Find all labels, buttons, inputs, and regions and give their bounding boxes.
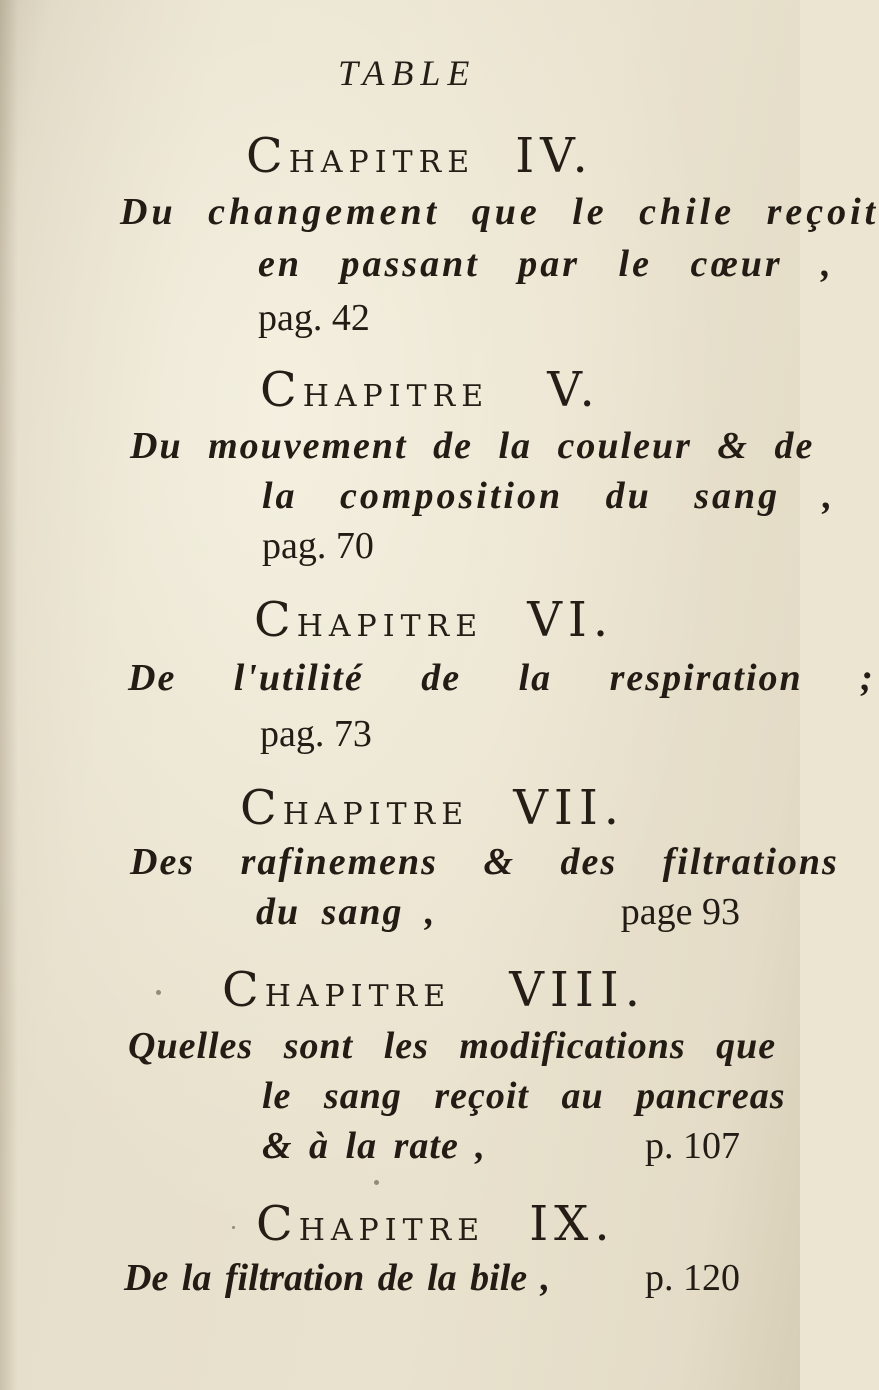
chapter-number: IX.	[529, 1196, 616, 1252]
chapter-heading-vii	[240, 780, 625, 836]
chapter-v-title-line-2: la composition du sang ,	[262, 475, 836, 517]
chapter-viii-title-line-1: Quelles sont les modifications que	[128, 1025, 777, 1067]
chapter-vii-title-line-1: Des rafinemens & des filtrations	[130, 841, 839, 883]
chapter-label: C	[254, 592, 297, 648]
ink-speck	[374, 1180, 379, 1185]
title-text: Du changement que le chile reçoit	[120, 191, 879, 233]
ink-speck	[232, 1226, 235, 1229]
chapter-label-rest: HAPITRE	[298, 1213, 486, 1248]
chapter-label: C	[256, 1196, 299, 1252]
chapter-label: C	[240, 780, 283, 836]
chapter-v-page-ref: pag. 70	[262, 525, 374, 567]
chapter-vi-title-line-1: De l'utilité de la respiration ;	[128, 657, 875, 699]
chapter-number: V.	[547, 362, 601, 418]
page-gutter-shadow	[0, 0, 18, 1390]
chapter-v-title-line-1: Du mouvement de la couleur & de	[130, 425, 815, 467]
chapter-heading-vi	[254, 592, 614, 648]
chapter-label-rest: HAPITRE	[296, 609, 484, 644]
chapter-heading-viii	[222, 962, 646, 1018]
chapter-iv-page-ref: pag. 42	[258, 297, 370, 339]
chapter-number: VI.	[527, 592, 615, 648]
chapter-label-rest: HAPITRE	[288, 145, 476, 180]
chapter-number: VII.	[513, 780, 626, 836]
chapter-vii-title-line-2: du sang ,	[256, 891, 437, 933]
chapter-heading-v	[260, 362, 601, 418]
chapter-label: C	[246, 128, 289, 184]
chapter-vi-page-ref: pag. 73	[260, 713, 372, 755]
chapter-label: C	[222, 962, 265, 1018]
running-head: TABLE	[338, 53, 477, 93]
chapter-number: VIII.	[509, 962, 647, 1018]
ink-speck	[156, 990, 161, 995]
chapter-ix-page-ref: p. 120	[645, 1257, 740, 1299]
chapter-viii-title-line-2: le sang reçoit au pancreas	[262, 1075, 786, 1117]
chapter-viii-title-line-3: & à la rate ,	[262, 1125, 486, 1167]
chapter-heading-iv	[246, 128, 594, 184]
chapter-viii-page-ref: p. 107	[645, 1125, 740, 1167]
chapter-label-rest: HAPITRE	[282, 797, 470, 832]
chapter-label-rest: HAPITRE	[302, 379, 490, 414]
chapter-iv-title-line-1	[120, 190, 879, 234]
chapter-heading-ix	[256, 1196, 616, 1252]
chapter-iv-title-line-2: en passant par le cœur ,	[258, 243, 834, 285]
chapter-label: C	[260, 362, 303, 418]
chapter-ix-title-line-1: De la filtration de la bile ,	[124, 1257, 551, 1299]
chapter-vii-page-ref: page 93	[620, 891, 740, 933]
chapter-number: IV.	[515, 128, 594, 184]
chapter-label-rest: HAPITRE	[264, 979, 452, 1014]
